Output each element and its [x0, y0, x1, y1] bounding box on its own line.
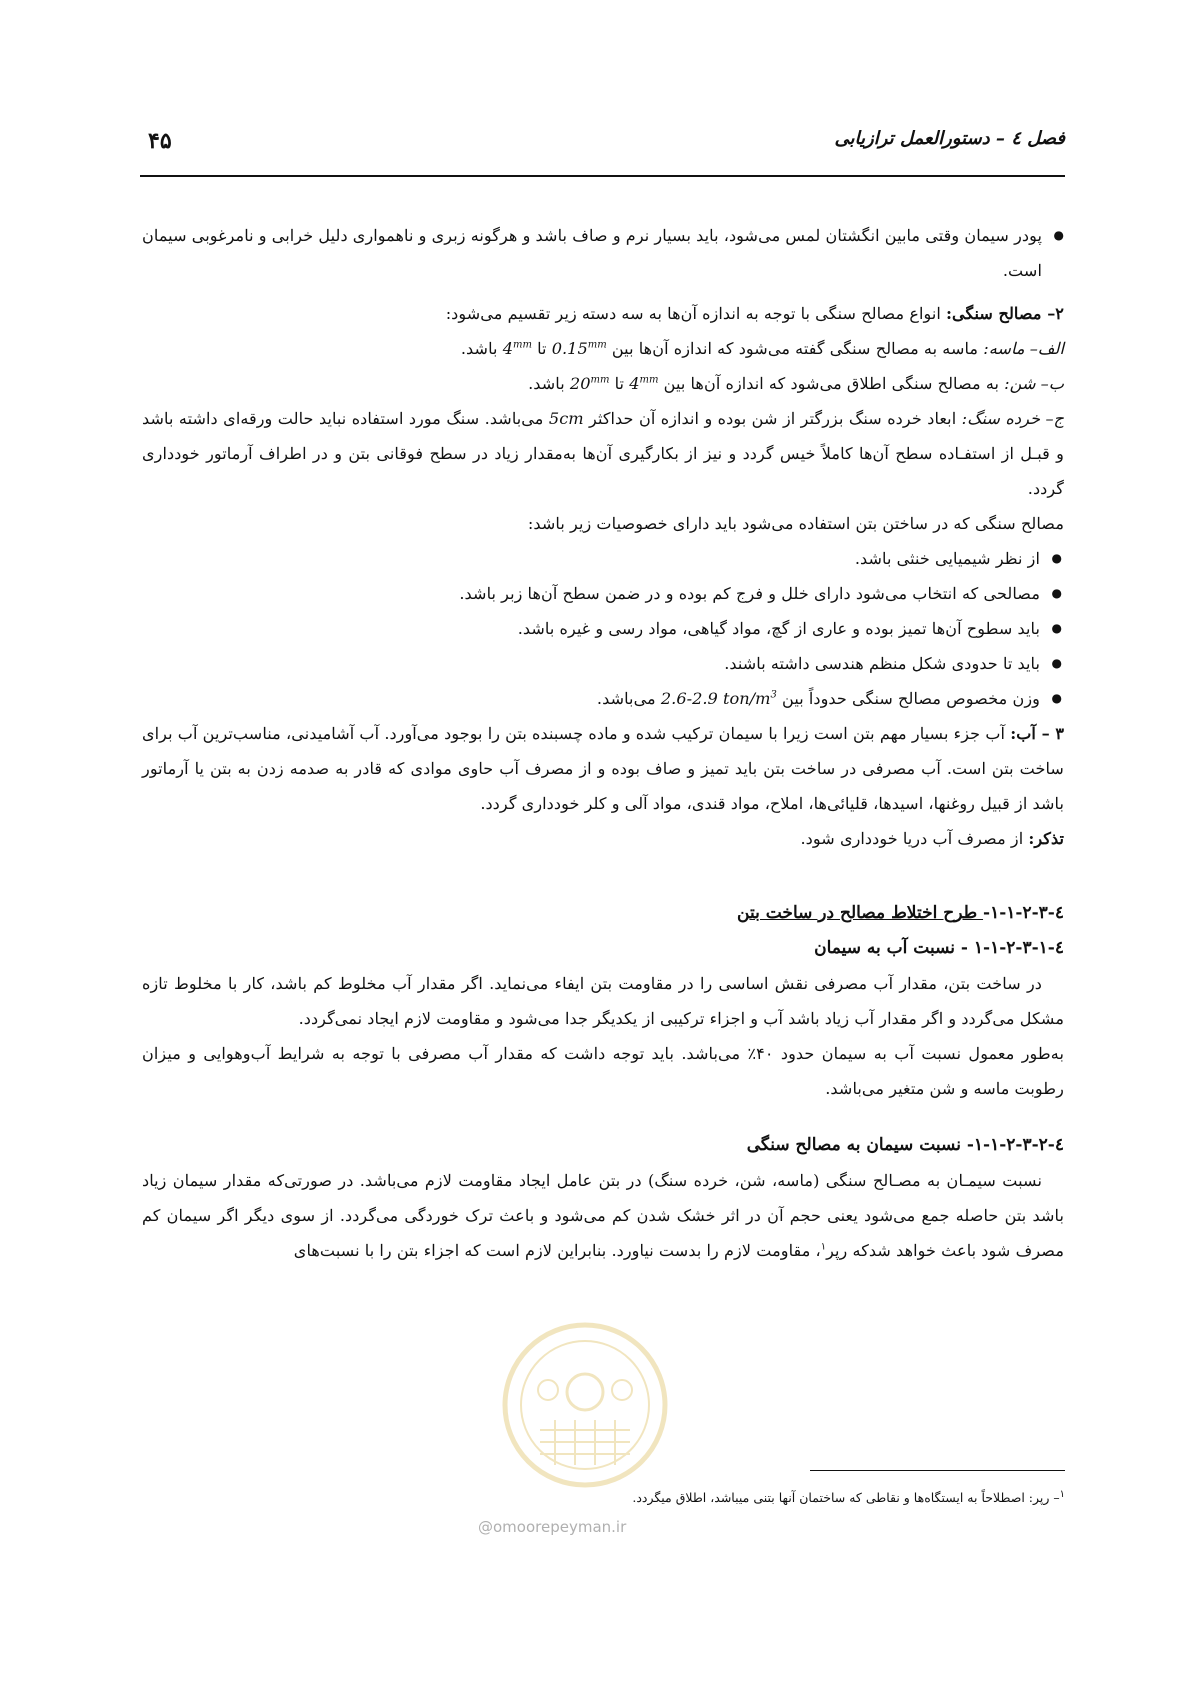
section-mix-heading: ٤-۱-۱-۲-۳- طرح اختلاط مصالح در ساخت بتن	[737, 903, 1064, 923]
bullet-cement-powder: ● پودر سیمان وقتی مابین انگشتان لمس می‌شود، باید بسیار نرم و صاف باشد و هرگونه زبری و ناهمواری دلیل خرابی و نامرغوبی سیمان است.	[142, 218, 1064, 288]
aggregate-crushed-stone: ج– خرده سنگ: ابعاد خرده سنگ بزرگتر از شن بوده و اندازه آن حداکثر 5cm می‌باشد. سنگ مورد استفاده نباید حالت ورقه‌ای داشته باشد و قبـل از استفـاده سطح آن‌ها کاملاً خیس گردد و نیز از بکارگیری آن‌ها به‌مقدار زیاد در سطح فوقانی بتن و در اطراف آرماتور خودداری گردد.	[142, 409, 1064, 498]
aggregate-sand: الف– ماسه: ماسه به مصالح سنگی گفته می‌شود که اندازه آن‌ها بین $0.15^{mm}$ تا $4^{mm}$ باشد.	[460, 339, 1064, 358]
aggregates-heading: ۲– مصالح سنگی:	[946, 304, 1064, 323]
note-label: تذکر:	[1028, 829, 1064, 848]
sand-min: $0.15^{mm}$	[551, 339, 607, 358]
list-item: ● وزن مخصوص مصالح سنگی حدوداً بین 2.6-2.9 ton/$m^3$ می‌باشد.	[142, 681, 1040, 716]
aggregate-gravel: ب– شن: به مصالح سنگی اطلاق می‌شود که اندازه آن‌ها بین $4^{mm}$ تا $20^{mm}$ باشد.	[528, 374, 1064, 393]
aggregates-intro: ۲– مصالح سنگی: انواع مصالح سنگی با توجه به اندازه آن‌ها به سه دسته زیر تقسیم می‌شود:	[445, 304, 1064, 323]
water-note: تذکر: از مصرف آب دریا خودداری شود.	[800, 829, 1064, 848]
section-mix-title: طرح اختلاط مصالح در ساخت بتن	[737, 903, 984, 923]
list-item: ● باید سطوح آن‌ها تمیز بوده و عاری از گچ، مواد گیاهی، مواد رسی و غیره باشد.	[142, 611, 1040, 646]
section-wc-heading: ٤-۱-۱-۲-۳-۱ - نسبت آب به سیمان	[814, 938, 1064, 958]
footnote-ref: ۱	[820, 1241, 827, 1253]
crushed-stone-max: 5cm	[548, 409, 584, 428]
sand-max: $4^{mm}$	[502, 339, 532, 358]
list-item: ● از نظر شیمیایی خنثی باشد.	[142, 541, 1040, 576]
list-item: ● مصالحی که انتخاب می‌شود دارای خلل و فرج کم بوده و در ضمن سطح آن‌ها زبر باشد.	[142, 576, 1040, 611]
section-ca-paragraph: نسبت سیمـان به مصـالح سنگی (ماسه، شن، خرده سنگ) در بتن عامل ایجاد مقاومت لازم می‌باشد. در صورتی‌که مقدار سیمان زیاد باشد بتن حاصله جمع می‌شود یعنی حجم آن در اثر خشک شدن کم می‌شود و باعث ترک خوردگی می‌گردد. از سوی دیگر اگر سیمان کم مصرف شود باعث خواهد شدکه رپر$^۱$، مقاومت لازم را بدست نیاورد. بنابراین لازم است که اجزاء بتن را با نسبت‌های	[142, 1171, 1064, 1260]
document-body	[142, 218, 1064, 1268]
section-wc-paragraph-2: به‌طور معمول نسبت آب به سیمان حدود ۴۰٪ می‌باشد. باید توجه داشت که مقدار آب مصرفی با توجه به شرایط آب‌وهوایی و میزان رطوبت ماسه و شن متغیر می‌باشد.	[142, 1044, 1064, 1098]
crushed-stone-label: ج– خرده سنگ:	[961, 409, 1064, 428]
aggregate-properties-list	[142, 541, 1064, 716]
page-header	[140, 128, 1065, 168]
page-number: ۴۵	[148, 128, 172, 154]
water-heading: ۳ – آب:	[1010, 724, 1065, 743]
list-item: ● باید تا حدودی شکل منظم هندسی داشته باشند.	[142, 646, 1040, 681]
footnote-marker: ۱	[1059, 1488, 1065, 1500]
header-divider	[140, 175, 1065, 177]
watermark-logo	[500, 1320, 670, 1490]
footnote: $^۱$– رپر: اصطلاحاً به ایستگاه‌ها و نقاطی که ساختمان آنها بتنی میباشد، اطلاق میگردد.	[632, 1488, 1065, 1505]
chapter-title: فصل ٤ – دستورالعمل ترازیابی	[834, 128, 1065, 149]
sand-label: الف– ماسه:	[983, 339, 1064, 358]
section-wc-paragraph: در ساخت بتن، مقدار آب مصرفی نقش اساسی را در مقاومت بتن ایفاء می‌نماید. اگر مقدار آب مخلوط کم باشد، کار با مخلوط تازه مشکل می‌گردد و اگر مقدار آب زیاد باشد آب و اجزاء ترکیبی از یکدیگر جدا می‌شود و مقاومت لازم ایجاد نمی‌گردد.	[142, 974, 1064, 1028]
gravel-label: ب– شن:	[1004, 374, 1064, 393]
density-value: 2.6-2.9 ton/$m^3$	[660, 689, 777, 708]
water-paragraph: ۳ – آب: آب جزء بسیار مهم بتن است زیرا با سیمان ترکیب شده و ماده چسبنده بتن را بوجود می‌آورد. آب آشامیدنی، مناسب‌ترین آب برای ساخت بتن است. آب مصرفی در ساخت بتن باید تمیز و صاف بوده و از مصرف آب حاوی موادی که قادر به صدمه زدن به بتن یا آرماتور باشد از قبیل روغنها، اسیدها، قلیائی‌ها، املاح، مواد قندی، مواد آلی و کلر خودداری گردد.	[142, 724, 1065, 813]
section-ca-heading: ٤-۱-۱-۲-۳-۲- نسبت سیمان به مصالح سنگی	[746, 1135, 1064, 1155]
aggregate-properties-intro: مصالح سنگی که در ساختن بتن استفاده می‌شود باید دارای خصوصیات زیر باشد:	[527, 514, 1064, 533]
footnote-divider	[810, 1470, 1065, 1471]
gravel-max: $20^{mm}$	[569, 374, 610, 393]
gravel-min: $4^{mm}$	[629, 374, 659, 393]
watermark-text: @omoorepeyman.ir	[478, 1518, 627, 1536]
